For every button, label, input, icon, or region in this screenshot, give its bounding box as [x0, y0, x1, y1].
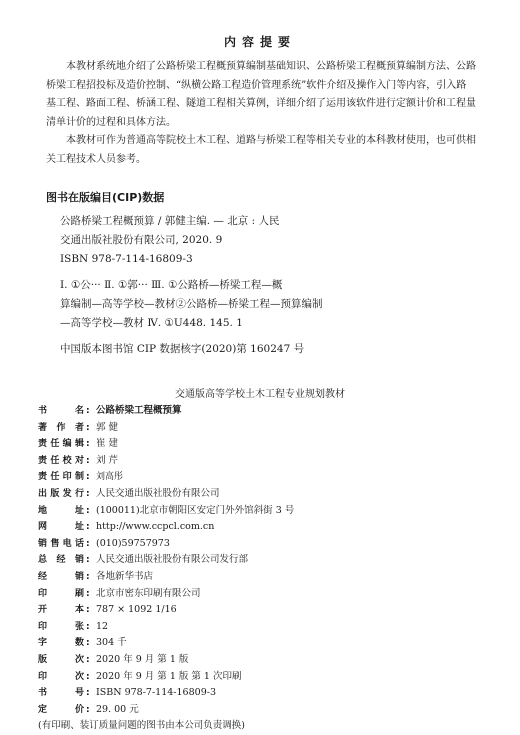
- imprint-row: [38, 635, 478, 652]
- cip-classification-line: —高等学校—教材 Ⅳ. ①U448. 145. 1: [60, 317, 243, 329]
- cip-classification-line: 算编制—高等学校—教材②公路桥—桥梁工程—预算编制: [60, 298, 323, 310]
- cip-block: [60, 212, 480, 359]
- imprint-value: 12: [96, 620, 109, 632]
- imprint-row: [38, 436, 478, 453]
- cip-classification-line: Ⅰ. ①公··· Ⅱ. ①郭··· Ⅲ. ①公路桥—桥梁工程—概: [60, 279, 283, 291]
- imprint-row: [38, 702, 478, 719]
- imprint-row: [38, 420, 478, 437]
- summary-paragraph: 本教材系统地介绍了公路桥梁工程概预算编制基础知识、公路桥梁工程概预算编制方法、公路桥梁工程招投标及造价控制、“纵横公路工程造价管理系统”软件介绍及操作入门等内容，引入路基工程、路面工程、桥涵工程、隧道工程相关算例，详细介绍了运用该软件进行定额计价和工程量清单计价的过程和具体方法。: [46, 61, 476, 128]
- imprint-row: [38, 486, 478, 503]
- imprint-row: [38, 403, 478, 420]
- imprint-row: [38, 536, 478, 553]
- imprint-value: 郭 健: [96, 421, 119, 433]
- imprint-colon: :: [86, 406, 90, 416]
- quality-note: (有印刷、装订质量问题的图书由本公司负责调换): [38, 720, 245, 732]
- imprint-label: 书名: [38, 406, 84, 416]
- cip-record-line: 公路桥梁工程概预算 / 郭健主编. — 北京 : 人民: [60, 215, 280, 227]
- imprint-value: 北京市密东印刷有限公司: [96, 587, 201, 599]
- imprint-label: 开本: [38, 605, 84, 616]
- imprint-row: [38, 503, 478, 520]
- imprint-label: 网址: [38, 522, 84, 533]
- imprint-value: 各地新华书店: [96, 570, 154, 582]
- imprint-colon: :: [86, 488, 90, 499]
- imprint-row: [38, 552, 478, 569]
- imprint-label: 字数: [38, 638, 84, 649]
- imprint-row: [38, 569, 478, 586]
- summary-text: [46, 58, 476, 169]
- imprint-label: 定价: [38, 704, 84, 715]
- imprint-value: (100011)北京市朝阳区安定门外外馆斜街 3 号: [96, 504, 295, 516]
- imprint-row: [38, 685, 478, 702]
- imprint-row: [38, 669, 478, 686]
- imprint-row: [38, 453, 478, 470]
- imprint-row: [38, 602, 478, 619]
- imprint-label: 总经销: [38, 555, 84, 566]
- imprint-value: 公路桥梁工程概预算: [96, 405, 182, 416]
- cip-record-line: 交通出版社股份有限公司, 2020. 9: [60, 234, 223, 246]
- imprint-colon: :: [86, 439, 90, 450]
- imprint-row: [38, 519, 478, 536]
- imprint-colon: :: [86, 455, 90, 466]
- cip-title: 图书在版编目(CIP)数据: [46, 191, 165, 204]
- imprint-colon: :: [86, 555, 90, 566]
- imprint-label: 销售电话: [38, 538, 84, 549]
- imprint-label: 印次: [38, 671, 84, 682]
- imprint-value: 29. 00 元: [96, 703, 139, 715]
- imprint-value: 崔 建: [96, 438, 119, 450]
- imprint-colon: :: [86, 571, 90, 582]
- imprint-label: 地址: [38, 505, 84, 516]
- imprint-colon: :: [86, 621, 90, 632]
- cip-isbn-line: ISBN 978-7-114-16809-3: [60, 253, 193, 265]
- imprint-value: 2020 年 9 月 第 1 版 第 1 次印刷: [96, 670, 242, 682]
- imprint-list: [38, 403, 478, 735]
- imprint-label: 著作者: [38, 422, 84, 433]
- imprint-colon: :: [86, 654, 90, 665]
- imprint-value: ISBN 978-7-114-16809-3: [96, 687, 216, 699]
- imprint-label: 责任印制: [38, 472, 84, 483]
- imprint-label: 版次: [38, 654, 84, 665]
- imprint-colon: :: [86, 605, 90, 616]
- imprint-value: 787 × 1092 1/16: [96, 604, 177, 616]
- imprint-colon: :: [86, 671, 90, 682]
- imprint-label: 经销: [38, 571, 84, 582]
- imprint-colon: :: [86, 688, 90, 699]
- imprint-value: (010)59757973: [96, 537, 170, 549]
- imprint-value: 人民交通出版社股份有限公司: [96, 487, 220, 499]
- imprint-value: 304 千: [96, 637, 127, 649]
- imprint-label: 书号: [38, 688, 84, 699]
- imprint-colon: :: [86, 522, 90, 533]
- summary-heading: 内容提要: [223, 35, 296, 49]
- imprint-row: [38, 619, 478, 636]
- imprint-value: 刘 芹: [96, 454, 119, 466]
- imprint-colon: :: [86, 588, 90, 599]
- imprint-colon: :: [86, 538, 90, 549]
- imprint-label: 责任编辑: [38, 439, 84, 450]
- imprint-label: 印张: [38, 621, 84, 632]
- imprint-label: 印刷: [38, 588, 84, 599]
- imprint-label: 出版发行: [38, 488, 84, 499]
- imprint-value: 2020 年 9 月 第 1 版: [96, 653, 189, 665]
- summary-paragraph: 本教材可作为普通高等院校土木工程、道路与桥梁工程等相关专业的本科教材使用，也可供相关工程技术人员参考。: [46, 135, 476, 165]
- imprint-value: http://www.ccpcl.com.cn: [96, 521, 215, 533]
- imprint-value: 人民交通出版社股份有限公司发行部: [96, 554, 249, 566]
- imprint-row: [38, 469, 478, 486]
- imprint-colon: :: [86, 505, 90, 516]
- imprint-colon: :: [86, 422, 90, 433]
- imprint-row: [38, 652, 478, 669]
- series-title: 交通版高等学校土木工程专业规划教材: [175, 389, 345, 400]
- imprint-value: 刘高彤: [96, 472, 124, 483]
- imprint-colon: :: [86, 704, 90, 715]
- imprint-row: [38, 586, 478, 603]
- cip-catalog-number: 中国版本图书馆 CIP 数据核字(2020)第 160247 号: [60, 343, 305, 355]
- imprint-label: 责任校对: [38, 455, 84, 466]
- imprint-colon: :: [86, 472, 90, 483]
- imprint-colon: :: [86, 638, 90, 649]
